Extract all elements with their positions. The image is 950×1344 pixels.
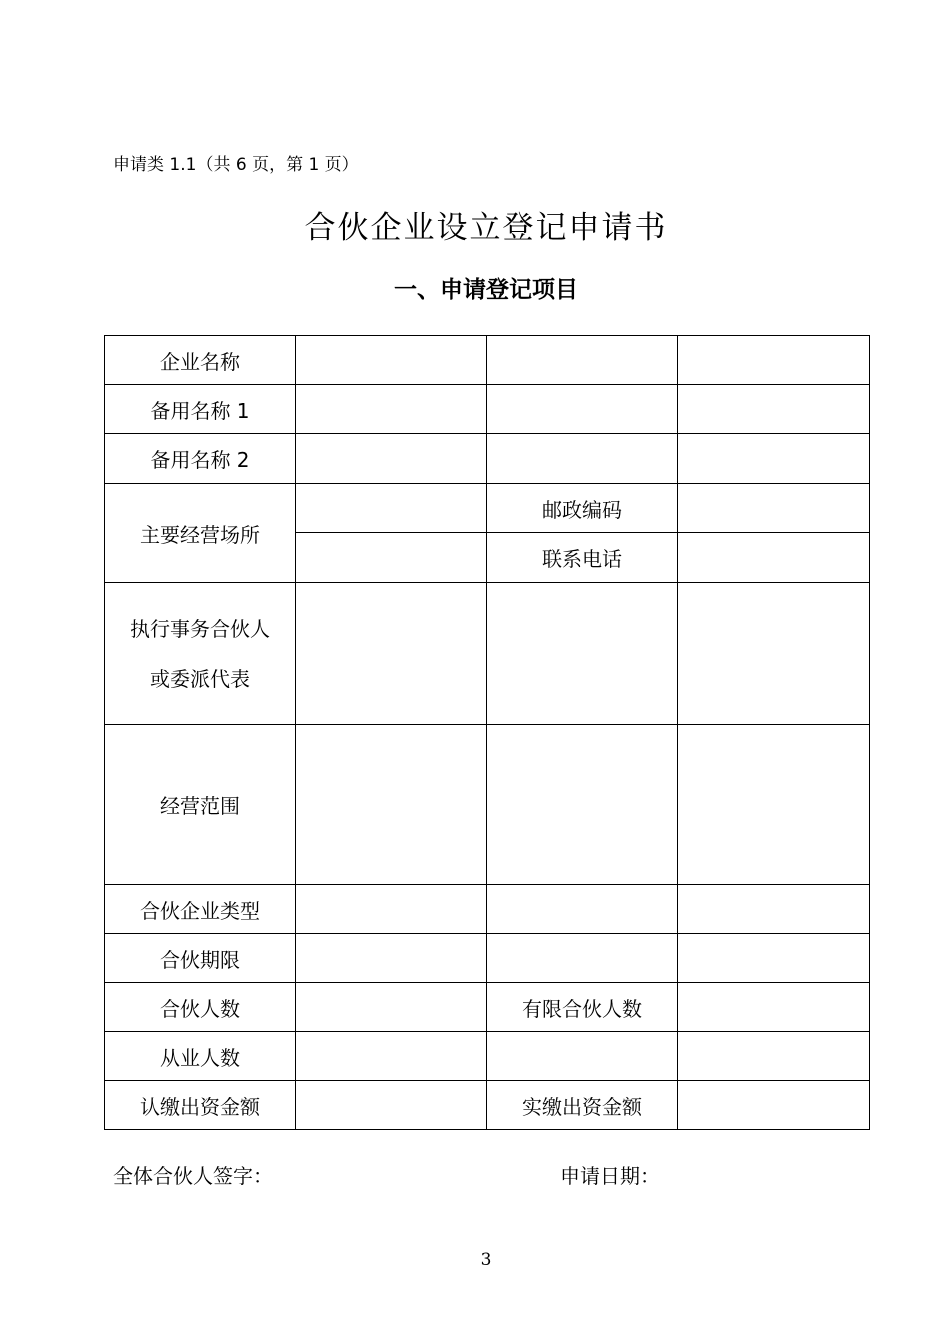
page-number: 3 xyxy=(480,1250,492,1270)
partnership-term-field-3[interactable] xyxy=(678,934,870,983)
row-executive-partner xyxy=(105,583,870,725)
employee-count-field-3[interactable] xyxy=(678,1032,870,1081)
label-alt-name-1: 备用名称 1 xyxy=(105,385,296,434)
executive-partner-field-2[interactable] xyxy=(487,583,678,725)
label-partnership-type: 合伙企业类型 xyxy=(105,885,296,934)
partner-count-field[interactable] xyxy=(296,983,487,1032)
executive-partner-field-3[interactable] xyxy=(678,583,870,725)
business-scope-field-3[interactable] xyxy=(678,725,870,885)
label-subscribed-capital: 认缴出资金额 xyxy=(105,1081,296,1130)
enterprise-name-field-2[interactable] xyxy=(487,336,678,385)
label-paid-capital: 实缴出资金额 xyxy=(487,1081,678,1130)
label-enterprise-name: 企业名称 xyxy=(105,336,296,385)
label-executive-partner-line1: 执行事务合伙人 xyxy=(130,616,270,641)
partnership-type-field-3[interactable] xyxy=(678,885,870,934)
row-enterprise-name xyxy=(105,336,870,385)
partnership-term-field[interactable] xyxy=(296,934,487,983)
partnership-term-field-2[interactable] xyxy=(487,934,678,983)
paid-capital-field[interactable] xyxy=(678,1081,870,1130)
alt-name-2-field-3[interactable] xyxy=(678,434,870,484)
label-main-premises: 主要经营场所 xyxy=(105,484,296,583)
label-employee-count: 从业人数 xyxy=(105,1032,296,1081)
premises-field[interactable] xyxy=(296,484,487,533)
premises-field-2[interactable] xyxy=(296,533,487,583)
alt-name-1-field-2[interactable] xyxy=(487,385,678,434)
label-partner-count: 合伙人数 xyxy=(105,983,296,1032)
postal-code-field[interactable] xyxy=(678,484,870,533)
label-executive-partner xyxy=(105,583,296,725)
alt-name-1-field-3[interactable] xyxy=(678,385,870,434)
label-alt-name-2: 备用名称 2 xyxy=(105,434,296,484)
document-title: 合伙企业设立登记申请书 xyxy=(304,210,668,246)
label-partnership-term: 合伙期限 xyxy=(105,934,296,983)
application-date-label: 申请日期： xyxy=(560,1164,660,1188)
alt-name-2-field-2[interactable] xyxy=(487,434,678,484)
partnership-type-field[interactable] xyxy=(296,885,487,934)
row-business-scope xyxy=(105,725,870,885)
signature-label: 全体合伙人签字： xyxy=(113,1164,273,1188)
row-capital xyxy=(105,1081,870,1130)
partnership-type-field-2[interactable] xyxy=(487,885,678,934)
employee-count-field-2[interactable] xyxy=(487,1032,678,1081)
employee-count-field[interactable] xyxy=(296,1032,487,1081)
subscribed-capital-field[interactable] xyxy=(296,1081,487,1130)
row-alt-name-2 xyxy=(105,434,870,484)
contact-phone-field[interactable] xyxy=(678,533,870,583)
row-partner-count xyxy=(105,983,870,1032)
executive-partner-field[interactable] xyxy=(296,583,487,725)
enterprise-name-field-3[interactable] xyxy=(678,336,870,385)
label-business-scope: 经营范围 xyxy=(105,725,296,885)
row-premises-postal xyxy=(105,484,870,533)
form-code: 申请类 1.1（共 6 页，第 1 页） xyxy=(113,155,359,175)
section-title: 一、申请登记项目 xyxy=(394,277,578,303)
registration-form-table xyxy=(104,335,870,1130)
row-employee-count xyxy=(105,1032,870,1081)
label-postal-code: 邮政编码 xyxy=(487,484,678,533)
enterprise-name-field[interactable] xyxy=(296,336,487,385)
label-contact-phone: 联系电话 xyxy=(487,533,678,583)
label-limited-partner-count: 有限合伙人数 xyxy=(487,983,678,1032)
limited-partner-count-field[interactable] xyxy=(678,983,870,1032)
alt-name-1-field[interactable] xyxy=(296,385,487,434)
label-executive-partner-line2: 或委派代表 xyxy=(150,666,250,691)
row-partnership-type xyxy=(105,885,870,934)
business-scope-field-2[interactable] xyxy=(487,725,678,885)
alt-name-2-field[interactable] xyxy=(296,434,487,484)
row-alt-name-1 xyxy=(105,385,870,434)
business-scope-field[interactable] xyxy=(296,725,487,885)
row-partnership-term xyxy=(105,934,870,983)
